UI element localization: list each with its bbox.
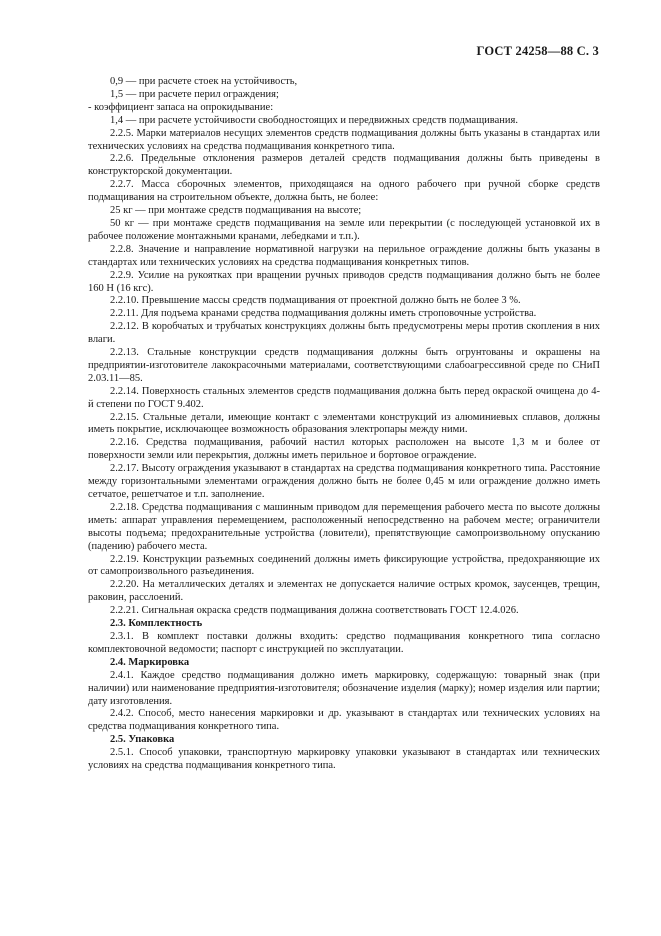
section-heading: 2.3. Комплектность — [110, 618, 203, 630]
paragraph: 2.2.13. Стальные конструкции средств подмащивания должны быть огрунтованы и окрашены на предприятии-изготовителе лакокрасочными материалами, соответствующими слабоагрессивной среде по СНиП 2.03.11—85. — [88, 347, 600, 384]
paragraph: 2.2.16. Средства подмащивания, рабочий настил которых расположен на высоте 1,3 м и более от поверхности земли или перекрытия, должны иметь перильное и бортовое ограждение. — [88, 437, 600, 462]
paragraph: 2.2.15. Стальные детали, имеющие контакт с элементами конструкций из алюминиевых сплавов, должны иметь покрытие, исключающее возможность образования электропары между ними. — [88, 411, 600, 436]
paragraph: 0,9 — при расчете стоек на устойчивость, — [110, 76, 298, 87]
paragraph: 2.4.1. Каждое средство подмащивания должно иметь маркировку, содержащую: товарный знак (при наличии) или наименование предприятия-изготовителя; обозначение изделия (марку); номер изделия или партии; дату изготовления. — [88, 669, 600, 707]
paragraph: 2.2.7. Масса сборочных элементов, приходящаяся на одного рабочего при ручной сборке средств подмащивания на строительном объекте, должна быть, не более: — [88, 179, 600, 204]
paragraph: 2.2.12. В коробчатых и трубчатых конструкциях должны быть предусмотрены меры против скопления в них влаги. — [88, 321, 600, 346]
page-header: ГОСТ 24258—88 С. 3 — [476, 44, 599, 58]
paragraph: 2.2.6. Предельные отклонения размеров деталей средств подмащивания должны быть приведены в конструкторской документации. — [88, 153, 600, 178]
paragraph: 2.2.9. Усилие на рукоятках при вращении ручных приводов средств подмащивания должно быть не более 160 Н (16 кгс). — [88, 269, 600, 294]
paragraph: 2.2.5. Марки материалов несущих элементов средств подмащивания должны быть указаны в стандартах или технических условиях на средства подмащивания конкретного типа. — [88, 127, 600, 152]
paragraph: 2.2.20. На металлических деталях и элементах не допускается наличие острых кромок, заусенцев, трещин, раковин, расслоений. — [88, 579, 600, 604]
paragraph: - коэффициент запаса на опрокидывание: — [88, 101, 274, 113]
paragraph: 2.2.10. Превышение массы средств подмащивания от проектной должно быть не более 3 %. — [110, 295, 521, 307]
paragraph: 2.5.1. Способ упаковки, транспортную маркировку упаковки указывают в стандартах или технических условиях на средства подмащивания конкретного типа. — [88, 747, 600, 772]
paragraph: 2.2.21. Сигнальная окраска средств подмащивания должна соответствовать ГОСТ 12.4.026. — [110, 605, 519, 617]
paragraph: 2.2.18. Средства подмащивания с машинным приводом для перемещения рабочего места по высоте должны иметь: аппарат управления перемещением, расположенный непосредственно на рабочем месте; ограничители высоты подъема; предохранительные устройства (ловители), препятствующие самопроизвольному опусканию (падению) рабочего места. — [88, 501, 600, 552]
section-heading: 2.5. Упаковка — [110, 734, 175, 746]
document-body — [88, 76, 600, 773]
paragraph: 25 кг — при монтаже средств подмащивания на высоте; — [110, 205, 362, 217]
paragraph: 2.2.17. Высоту ограждения указывают в стандартах на средства подмащивания конкретного типа. Расстояние между горизонтальными элементами ограждения должно быть не более 0,45 м или ограждение должно иметь сетчатое, решетчатое и т.п. заполнение. — [88, 463, 600, 500]
paragraph: 1,5 — при расчете перил ограждения; — [110, 88, 279, 100]
section-heading: 2.4. Маркировка — [110, 656, 190, 668]
paragraph: 2.2.14. Поверхность стальных элементов средств подмащивания должна быть перед окраской очищена до 4-й степени по ГОСТ 9.402. — [88, 385, 600, 410]
paragraph: 2.3.1. В комплект поставки должны входить: средство подмащивания конкретного типа согласно комплектовочной ведомости; паспорт с инструкцией по эксплуатации. — [88, 630, 600, 655]
paragraph: 50 кг — при монтаже средств подмащивания на земле или перекрытии (с последующей установкой их в рабочее положение монтажными кранами, лебедками и т.п.). — [88, 217, 600, 242]
paragraph: 1,4 — при расчете устойчивости свободностоящих и передвижных средств подмащивания. — [110, 114, 518, 126]
paragraph: 2.2.11. Для подъема кранами средства подмащивания должны иметь строповочные устройства. — [110, 308, 537, 320]
paragraph: 2.2.19. Конструкции разъемных соединений должны иметь фиксирующие устройства, предохраняющие их от самопроизвольного разъединения. — [88, 553, 600, 578]
paragraph: 2.2.8. Значение и направление нормативной нагрузки на перильное ограждение должны быть указаны в стандартах или технических условиях на средства подмащивания конкретных типов. — [88, 243, 600, 268]
paragraph: 2.4.2. Способ, место нанесения маркировки и др. указывают в стандартах или технических условиях на средства подмащивания конкретного типа. — [88, 708, 600, 733]
